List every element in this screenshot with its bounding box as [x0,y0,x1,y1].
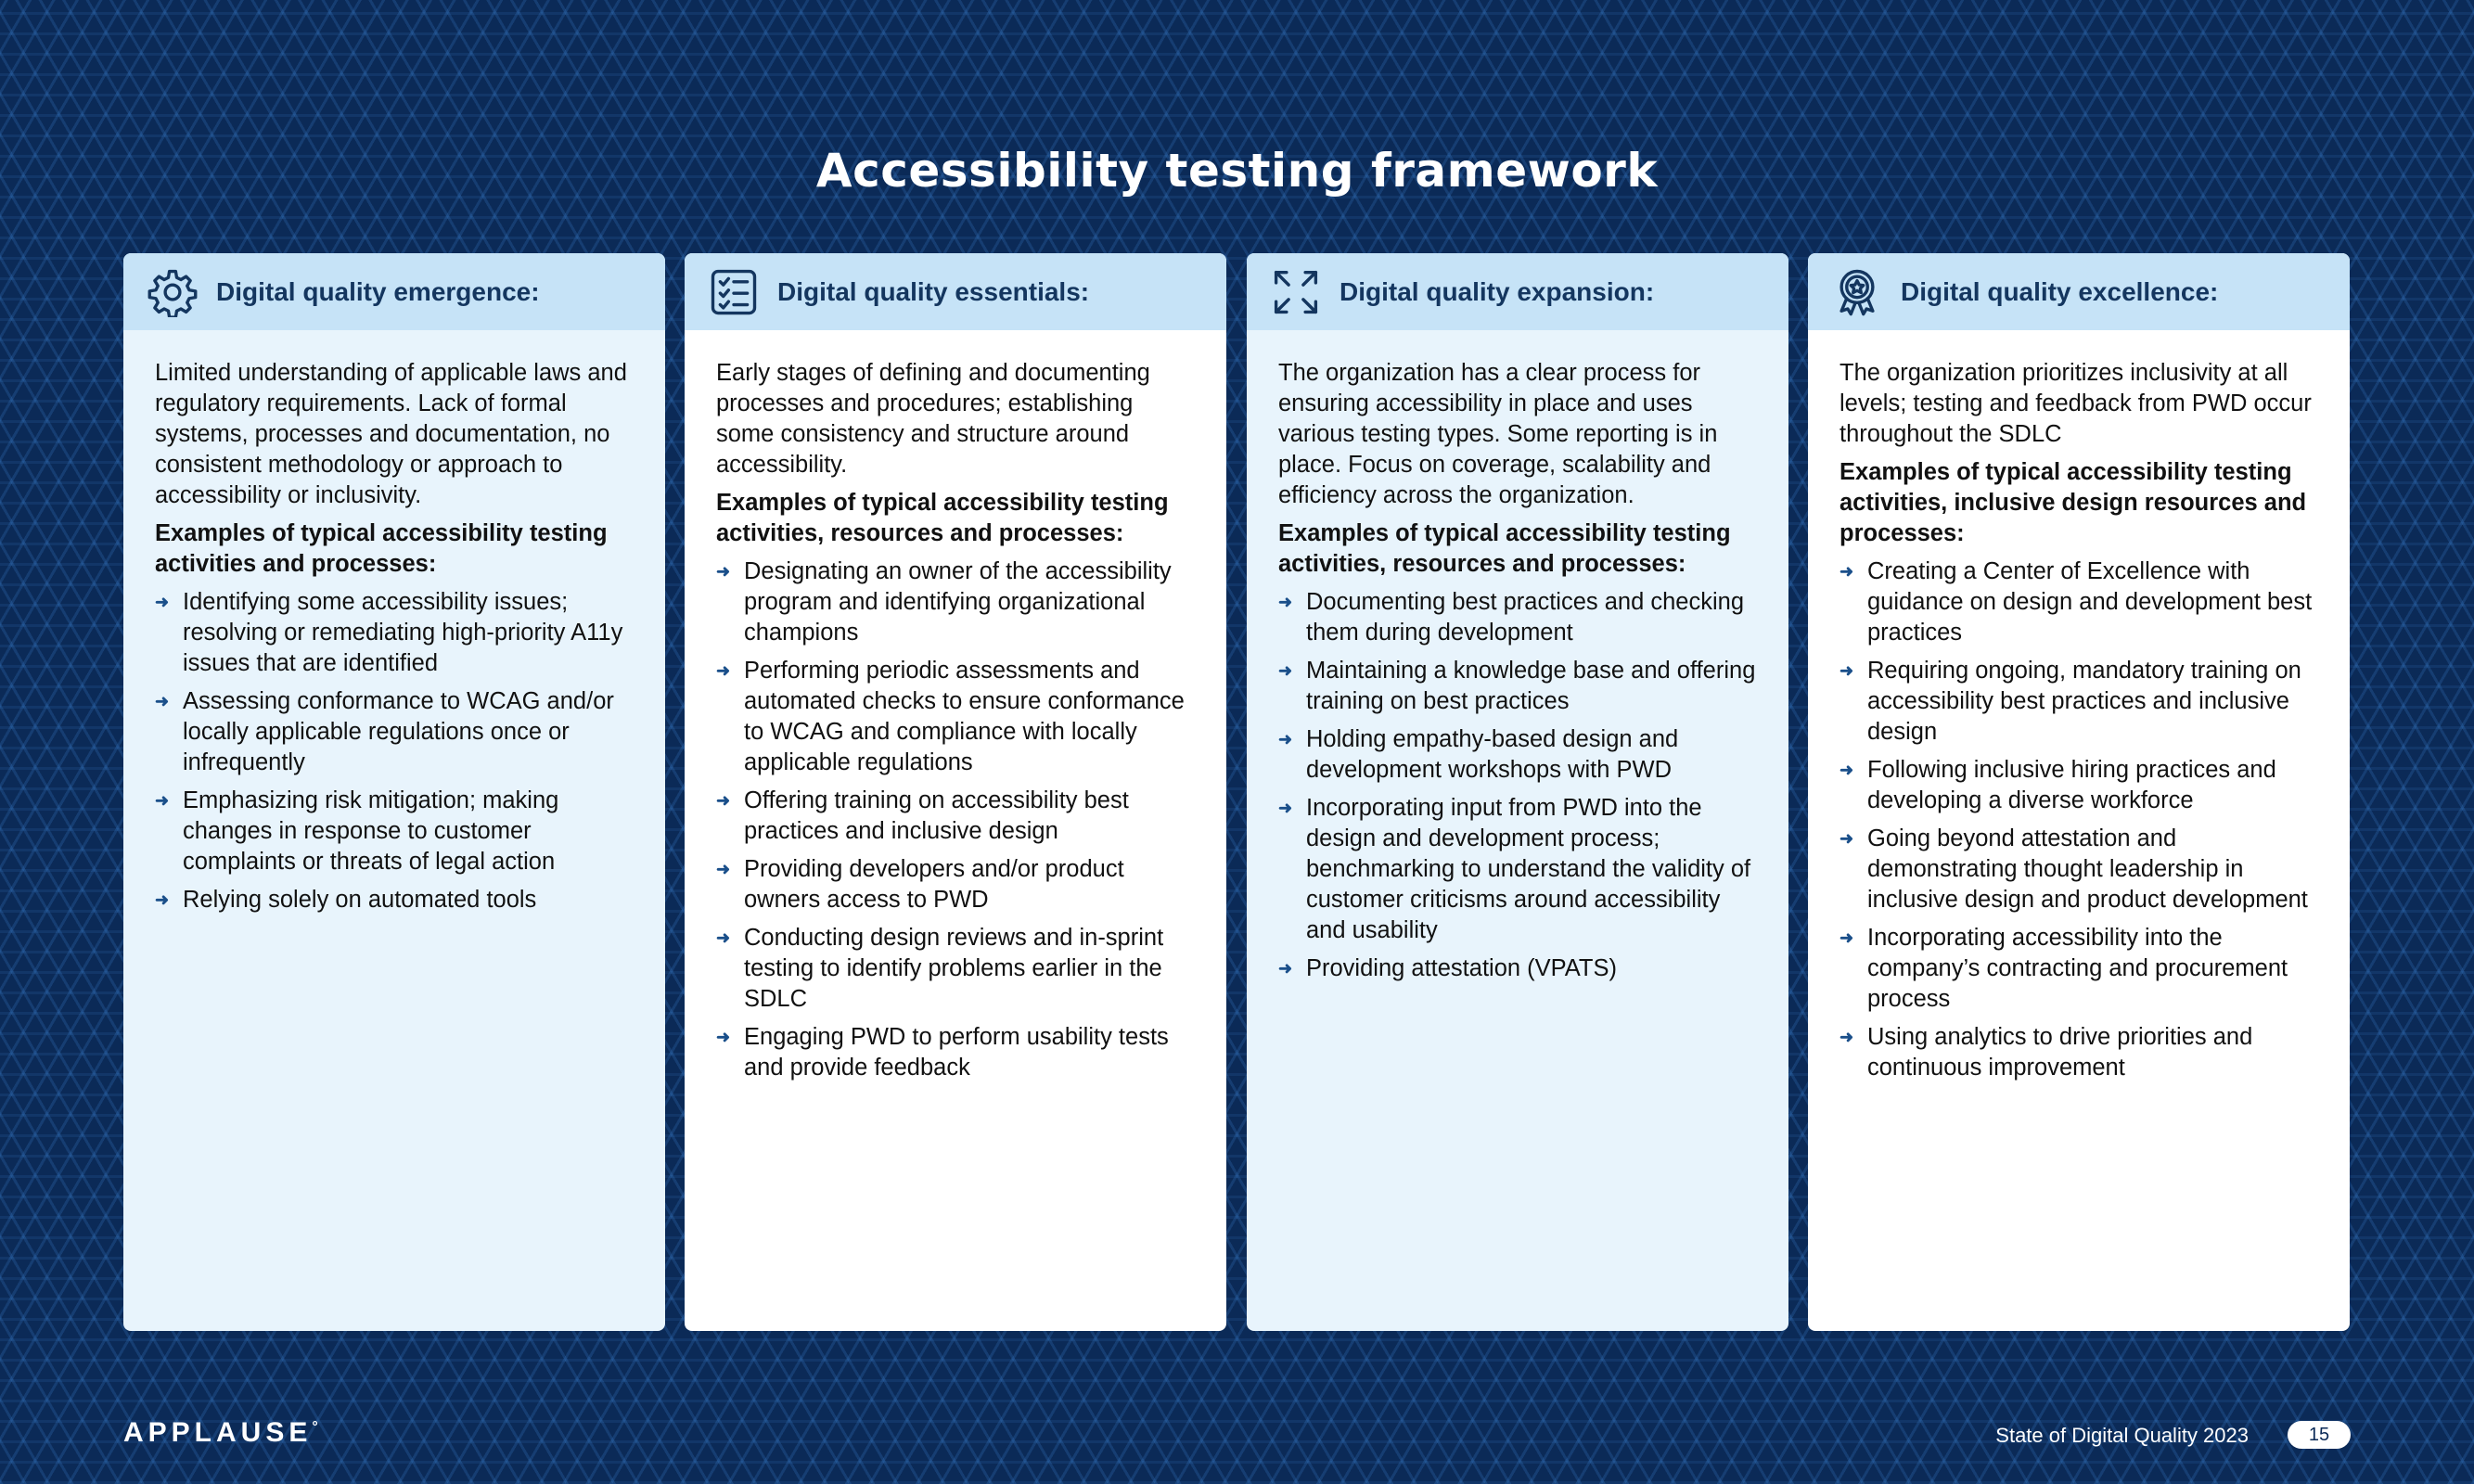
examples-heading: Examples of typical accessibility testing activities, resources and processes: [716,490,1169,546]
list-item [155,587,634,679]
card-intro: The organization prioritizes inclusivity at all levels; testing and feedback from PWD occur throughout the SDLC [1839,360,2312,447]
list-item-text: Incorporating input from PWD into the design and development process; benchmarking to understand the validity of customer criticisms around accessibility and usability [1306,795,1751,943]
arrow-icon: ➜ [155,692,170,710]
list-item-text: Emphasizing risk mitigation; making changes in response to customer complaints or threats of legal action [183,787,559,875]
list-item-text: Conducting design reviews and in-sprint testing to identify problems earlier in the SDLC [744,925,1164,1012]
list-item-text: Assessing conformance to WCAG and/or locally applicable regulations once or infrequently [183,688,614,775]
list-item-text: Performing periodic assessments and automated checks to ensure conformance to WCAG and compliance with locally applicable regulations [744,658,1185,775]
arrow-icon: ➜ [1278,959,1293,978]
examples-heading: Examples of typical accessibility testing activities, resources and processes: [1278,520,1731,577]
card-title: Digital quality excellence: [1901,276,2219,306]
list-item-text: Documenting best practices and checking them during development [1306,589,1745,646]
list-item-text: Offering training on accessibility best practices and inclusive design [744,787,1129,844]
arrow-icon: ➜ [716,661,731,680]
arrow-icon: ➜ [716,562,731,581]
card-body [123,330,665,915]
card-body [685,330,1226,1083]
list-item-text: Using analytics to drive priorities and continuous improvement [1867,1024,2253,1081]
examples-heading: Examples of typical accessibility testing activities and processes: [155,520,608,577]
list-item-text: Designating an owner of the accessibility program and identifying organizational champions [744,558,1172,646]
report-title: State of Digital Quality 2023 [1995,1424,2249,1447]
card-essentials [685,253,1226,1331]
logo-text: APPLAUSE [123,1417,313,1448]
list-item [716,786,1195,847]
framework-cards [123,253,2350,1331]
card-expansion [1247,253,1788,1331]
arrow-icon: ➜ [155,791,170,810]
list-item [1278,587,1757,648]
card-emergence [123,253,665,1331]
applause-logo [123,1417,318,1449]
arrow-icon: ➜ [716,791,731,810]
list-item [716,656,1195,778]
card-intro: Early stages of defining and documenting processes and procedures; establishing some consistency and structure around accessibility. [716,360,1150,478]
card-header [685,253,1226,330]
page-title: Accessibility testing framework [815,144,1659,198]
arrow-icon: ➜ [155,890,170,909]
list-item-text: Creating a Center of Excellence with guidance on design and development best practices [1867,558,2313,646]
list-item [1278,724,1757,786]
examples-heading: Examples of typical accessibility testing activities, inclusive design resources and processes: [1839,459,2307,546]
list-item [716,923,1195,1015]
list-item-text: Providing developers and/or product owners access to PWD [744,856,1124,913]
list-item [1278,656,1757,717]
list-item [1839,1022,2318,1083]
list-item-text: Following inclusive hiring practices and developing a diverse workforce [1867,757,2276,813]
list-item [1839,755,2318,816]
list-item-text: Going beyond attestation and demonstrating thought leadership in inclusive design and product development [1867,825,2308,913]
arrow-icon: ➜ [1278,799,1293,817]
list-item [716,1022,1195,1083]
card-intro: The organization has a clear process for ensuring accessibility in place and uses various testing types. Some reporting is in place. Focus on coverage, scalability and efficiency across the organization. [1278,360,1718,508]
list-item [1278,953,1757,984]
arrow-icon: ➜ [1839,1028,1854,1046]
list-item [1278,793,1757,946]
list-item-text: Maintaining a knowledge base and offering training on best practices [1306,658,1756,714]
list-item-text: Incorporating accessibility into the company’s contracting and procurement process [1867,925,2288,1012]
list-item [1839,656,2318,748]
arrow-icon: ➜ [1278,661,1293,680]
arrow-icon: ➜ [1839,829,1854,848]
arrow-icon: ➜ [1839,928,1854,947]
card-title: Digital quality essentials: [777,276,1090,306]
list-item [1839,923,2318,1015]
list-item-text: Requiring ongoing, mandatory training on accessibility best practices and inclusive design [1867,658,2301,745]
card-excellence [1808,253,2350,1331]
card-body [1247,330,1788,984]
list-item-text: Relying solely on automated tools [183,887,537,913]
examples-list [1278,587,1757,984]
examples-list [155,587,634,915]
list-item-text: Identifying some accessibility issues; resolving or remediating high-priority A11y issues that are identified [183,589,623,676]
list-item [1839,824,2318,915]
list-item-text: Engaging PWD to perform usability tests and provide feedback [744,1024,1169,1081]
arrow-icon: ➜ [716,928,731,947]
gear-icon [147,267,198,317]
arrow-icon: ➜ [1278,593,1293,611]
card-header [123,253,665,330]
arrow-icon: ➜ [1278,730,1293,748]
arrow-icon: ➜ [716,1028,731,1046]
logo-mark: ° [312,1419,318,1435]
card-title: Digital quality expansion: [1340,276,1655,306]
list-item [155,686,634,778]
arrow-icon: ➜ [1839,661,1854,680]
examples-list [716,556,1195,1083]
list-item [1839,556,2318,648]
expand-icon [1271,267,1321,317]
arrow-icon: ➜ [1839,761,1854,779]
list-item [716,854,1195,915]
award-icon [1832,267,1882,317]
checklist-icon [709,267,759,317]
list-item [155,786,634,877]
arrow-icon: ➜ [716,860,731,878]
examples-list [1839,556,2318,1083]
card-intro: Limited understanding of applicable laws and regulatory requirements. Lack of formal systems, processes and documentation, no consistent methodology or approach to accessibility or inclusivity. [155,360,627,508]
list-item [716,556,1195,648]
list-item [155,885,634,915]
arrow-icon: ➜ [155,593,170,611]
card-title: Digital quality emergence: [216,276,540,306]
list-item-text: Holding empathy-based design and development workshops with PWD [1306,726,1679,783]
card-header [1808,253,2350,330]
arrow-icon: ➜ [1839,562,1854,581]
card-body [1808,330,2350,1083]
list-item-text: Providing attestation (VPATS) [1306,955,1617,981]
card-header [1247,253,1788,330]
page-number: 15 [2288,1421,2351,1449]
